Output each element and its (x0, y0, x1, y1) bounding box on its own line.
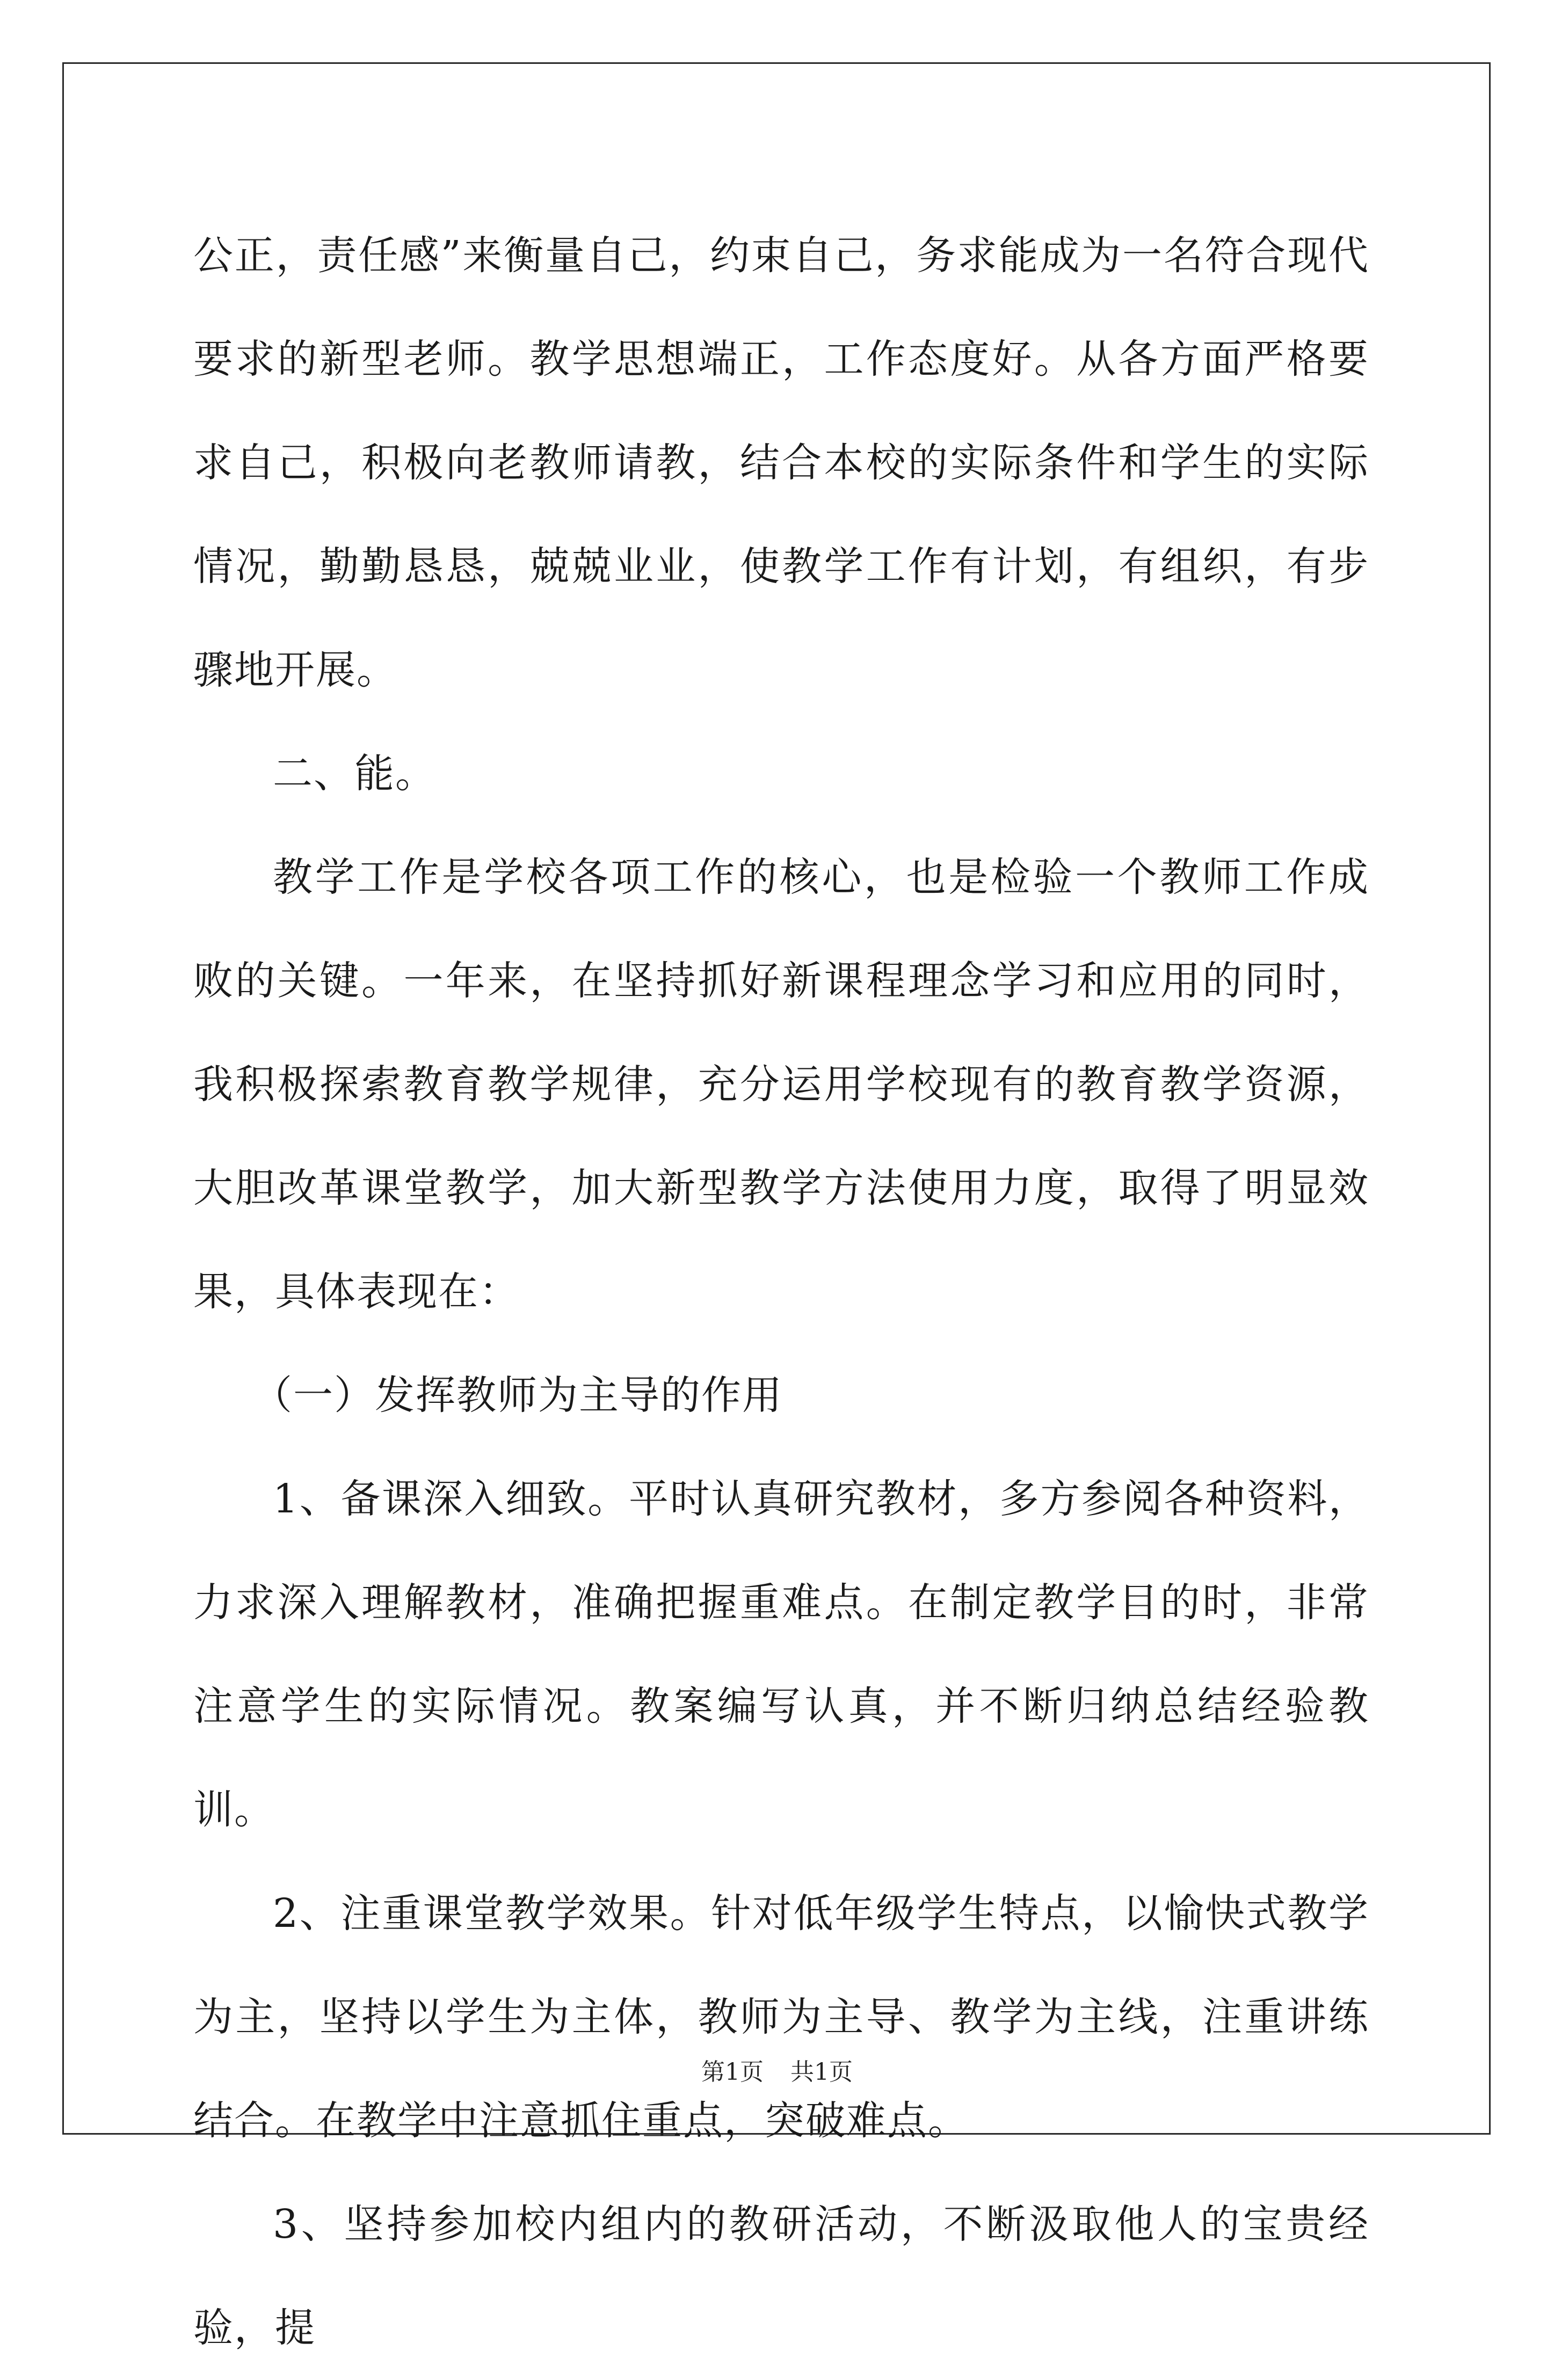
document-body (193, 204, 1369, 2380)
paragraph-6: 2、注重课堂教学效果。针对低年级学生特点，以愉快式教学为主，坚持以学生为主体，教师为主导、教学为主线，注重讲练结合。在教学中注意抓住重点，突破难点。 (193, 1890, 1369, 2144)
paragraph-3: 教学工作是学校各项工作的核心，也是检验一个教师工作成败的关键。一年来，在坚持抓好新课程理念学习和应用的同时，我积极探索教育教学规律，充分运用学校现有的教育教学资源，大胆改革课堂教学，加大新型教学方法使用力度，取得了明显效果，具体表现在： (193, 854, 1369, 1315)
paragraph-4-subheading: （一）发挥教师为主导的作用 (252, 1372, 783, 1418)
paragraph-5: 1、备课深入细致。平时认真研究教材，多方参阅各种资料，力求深入理解教材，准确把握重难点。在制定教学目的时，非常注意学生的实际情况。教案编写认真，并不断归纳总结经验教训。 (193, 1476, 1369, 1833)
total-pages: 共1页 (790, 2058, 853, 2086)
page-footer (0, 2056, 1554, 2088)
paragraph-2-heading: 二、能。 (273, 751, 436, 797)
paragraph-1: 公正，责任感”来衡量自己，约束自己，务求能成为一名符合现代要求的新型老师。教学思想端正，工作态度好。从各方面严格要求自己，积极向老教师请教，结合本校的实际条件和学生的实际情况，勤勤恳恳，兢兢业业，使教学工作有计划，有组织，有步骤地开展。 (193, 232, 1369, 693)
page-number: 第1页 (701, 2058, 764, 2086)
paragraph-7: 3、坚持参加校内组内的教研活动，不断汲取他人的宝贵经验，提 (193, 2201, 1369, 2351)
